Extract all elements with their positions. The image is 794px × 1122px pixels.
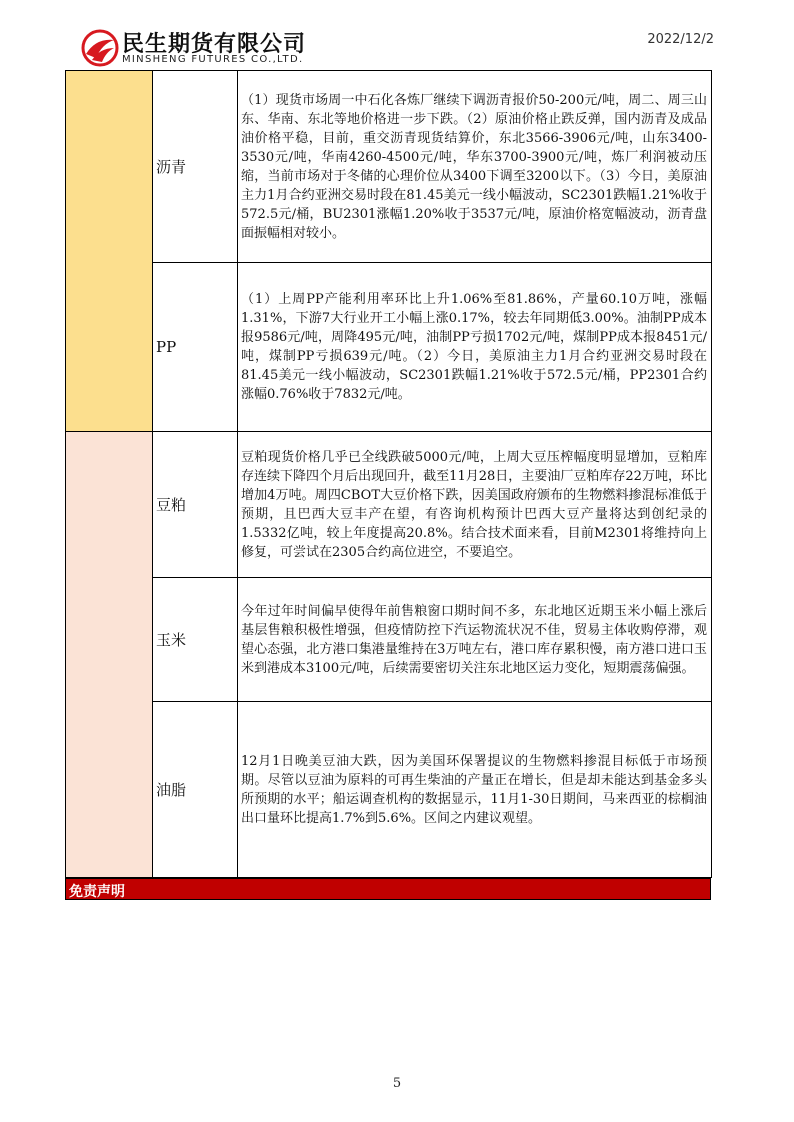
brand-name-cn: 民生期货有限公司 [122,32,307,57]
commodity-name: 玉米 [153,578,238,702]
commodity-analysis [238,578,712,702]
table-row [66,263,712,432]
commodity-name: 豆粕 [153,432,238,578]
page-number: 5 [392,1076,402,1091]
category-cell-energy [66,71,153,432]
table-row [66,71,712,263]
commodity-analysis [238,432,712,578]
commodity-name: 油脂 [153,702,238,878]
analysis-text: （1）上周PP产能利用率环比上升1.06%至81.86%，产量60.10万吨，涨幅1.31%，下游7大行业开工小幅上涨0.17%，较去年同期低3.00%。油制PP成本报9586元/吨，周降495元/吨，油制PP亏损1702元/吨，煤制PP成本报8451元/吨，煤制PP亏损639元/吨。（2）今日，美原油主力1月合约亚洲交易时段在81.45美元一线小幅波动，SC2301跌幅1.21%收于572.5元/桶，PP2301合约涨幅0.76%收于7832元/吨。 [241,292,707,402]
commodity-analysis [238,702,712,878]
category-cell-agri [66,432,153,878]
commodity-table [65,70,712,878]
table-row [66,432,712,578]
minsheng-logo-icon [80,28,120,68]
page-header [0,0,794,70]
commodity-analysis [238,263,712,432]
commodity-analysis [238,71,712,263]
table-row [66,702,712,878]
commodity-name: 沥青 [153,71,238,263]
disclaimer-bar [65,878,711,900]
analysis-text: （1）现货市场周一中石化各炼厂继续下调沥青报价50-200元/吨，周二、周三山东、华南、东北等地价格进一步下跌。（2）原油价格止跌反弹，国内沥青及成品油价格平稳，目前，重交沥青现货结算价，东北3566-3906元/吨，山东3400-3530元/吨，华南4260-4500元/吨，华东3700-3900元/吨，炼厂利润被动压缩，当前市场对于冬储的心理价位从3400下调至3200以下。（3）今日，美原油主力1月合约亚洲交易时段在81.45美元一线小幅波动，SC2301跌幅1.21%收于572.5元/桶，BU2301涨幅1.20%收于3537元/吨，原油价格宽幅波动，沥青盘面振幅相对较小。 [241,92,707,241]
brand-name-en: MINSHENG FUTURES CO.,LTD. [122,54,304,65]
analysis-text: 豆粕现货价格几乎已全线跌破5000元/吨，上周大豆压榨幅度明显增加，豆粕库存连续下降四个月后出现回升，截至11月28日，主要油厂豆粕库存22万吨，环比增加4万吨。周四CBOT大豆价格下跌，因美国政府颁布的生物燃料掺混标准低于预期，且巴西大豆丰产在望，有咨询机构预计巴西大豆产量将达到创纪录的1.5332亿吨，较上年度提高20.8%。结合技术面来看，目前M2301将维持向上修复，可尝试在2305合约高位进空，不要追空。 [241,449,707,560]
analysis-text: 12月1日晚美豆油大跌，因为美国环保署提议的生物燃料掺混目标低于市场预期。尽管以豆油为原料的可再生柴油的产量正在增长，但是却未能达到基金多头所预期的水平；船运调查机构的数据显示，11月1-30日期间，马来西亚的棕榈油出口量环比提高1.7%到5.6%。区间之内建议观望。 [241,753,707,826]
report-date: 2022/12/2 [647,32,714,47]
disclaimer-title: 免责声明 [69,884,125,900]
table-row [66,578,712,702]
commodity-name: PP [153,263,238,432]
analysis-text: 今年过年时间偏早使得年前售粮窗口期时间不多，东北地区近期玉米小幅上涨后基层售粮积极性增强，但疫情防控下汽运物流状况不佳，贸易主体收购停滞，观望心态强，北方港口集港量维持在3万吨左右，港口库存累积慢，南方港口进口玉米到港成本3100元/吨，后续需要密切关注东北地区运力变化，短期震荡偏强。 [241,603,707,676]
